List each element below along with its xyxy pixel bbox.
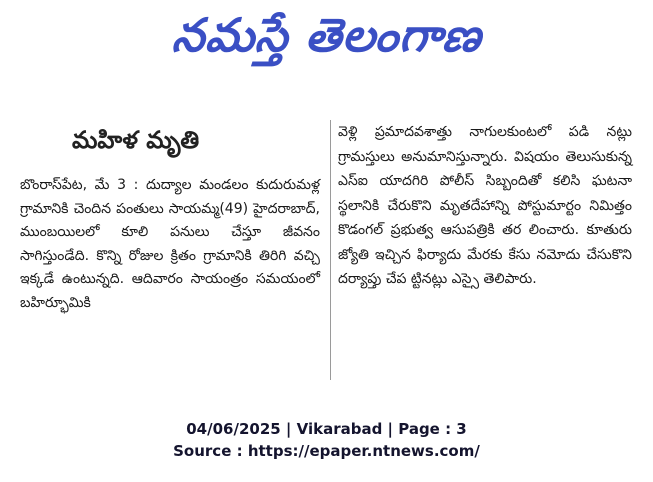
clipping-footer bbox=[0, 418, 653, 462]
source-link[interactable]: Source : https://epaper.ntnews.com/ bbox=[173, 442, 480, 460]
article-column-right bbox=[338, 120, 632, 292]
newspaper-masthead bbox=[0, 0, 653, 82]
article-headline: మహిళ మృతి bbox=[72, 126, 200, 154]
masthead-logo-text: నమస్తే తెలంగాణ bbox=[170, 8, 484, 62]
news-clipping bbox=[20, 120, 632, 380]
article-body-left: బొంరాస్‌పేట, మే 3 : దుద్యాల మండలం కుదురుమళ్ల గ్రామానికి చెందిన పంతులు సాయమ్మ(49) హైదరాబాద్‌, ముంబయిలలో కూలి పనులు చేస్తూ జీవనం సాగిస్తుండేది. కొన్ని రోజుల క్రితం గ్రామానికి తిరిగి వచ్చి ఇక్కడే ఉంటున్నది. ఆదివారం సాయంత్రం సమయంలో బహిర్భూమికి bbox=[20, 177, 320, 311]
edition-info: 04/06/2025 | Vikarabad | Page : 3 bbox=[186, 420, 467, 438]
column-divider bbox=[330, 120, 331, 380]
article-body-right: వెళ్లి ప్రమాదవశాత్తు నాగులకుంటలో పడి నట్లు గ్రామస్తులు అనుమానిస్తున్నారు. విషయం తెలుసుకున్న ఎస్‌ఐ యాదగిరి పోలీస్‌ సిబ్బందితో కలిసి ఘటనా స్థలానికి చేరుకొని మృతదేహాన్ని పోస్టుమార్టం నిమిత్తం కొడంగల్‌ ప్రభుత్వ ఆసుపత్రికి తర లించారు. కూతురు జ్యోతి ఇచ్చిన ఫిర్యాదు మేరకు కేసు నమోదు చేసుకొని దర్యాప్తు చేప ట్టినట్లు ఎస్సై తెలిపారు. bbox=[338, 124, 632, 287]
article-column-left bbox=[20, 120, 320, 315]
